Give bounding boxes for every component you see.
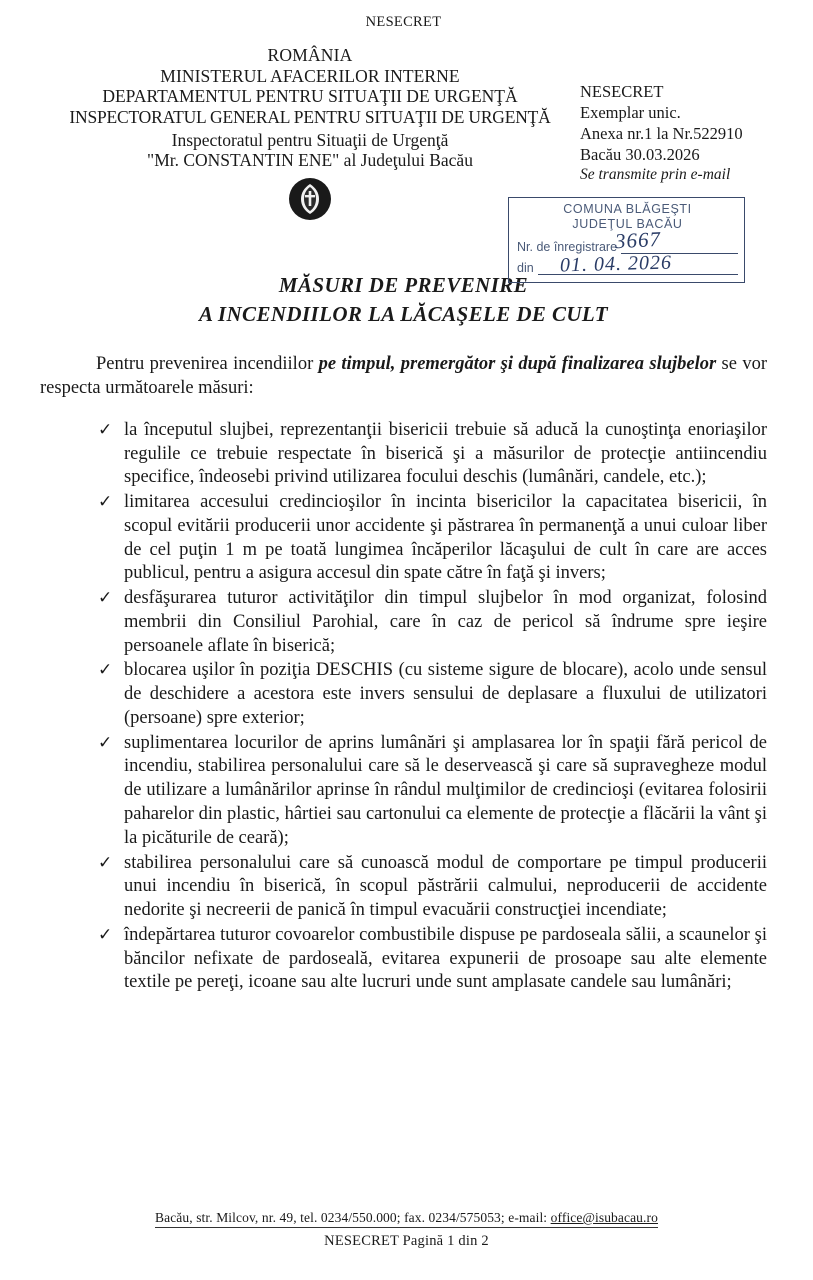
checkmark-icon: ✓ (98, 492, 113, 512)
authority-line-department: DEPARTAMENTUL PENTRU SITUAŢII DE URGENŢĂ (102, 86, 518, 107)
stamp-registration-value: 3667 (614, 226, 662, 254)
registration-block (580, 45, 767, 185)
stamp-title-line2: JUDEŢUL BACĂU (572, 217, 683, 232)
annex-number: Anexa nr.1 la Nr.522910 (580, 124, 743, 144)
authority-line-ministry: MINISTERUL AFACERILOR INTERNE (160, 65, 460, 86)
list-item (98, 732, 767, 851)
authority-line-unit-name: "Mr. CONSTANTIN ENE" al Judeţului Bacău (147, 150, 473, 171)
place-and-date: Bacău 30.03.2026 (580, 145, 700, 165)
authority-line-inspectorate-general: INSPECTORATUL GENERAL PENTRU SITUAŢII DE URGENŢĂ (69, 106, 551, 127)
checkmark-icon: ✓ (98, 852, 113, 872)
footer-address-text: Bacău, str. Milcov, nr. 49, tel. 0234/550.000; fax. 0234/575053; e-mail: (155, 1210, 551, 1225)
checkmark-icon: ✓ (98, 588, 113, 608)
issuing-authority-block (40, 45, 580, 225)
list-item (98, 587, 767, 658)
stamp-registration-label: Nr. de înregistrare (517, 239, 618, 254)
authority-line-country: ROMÂNIA (267, 45, 353, 65)
intro-paragraph (40, 352, 767, 400)
stamp-date-label: din (517, 260, 534, 275)
list-item (98, 659, 767, 730)
list-item (98, 419, 767, 490)
romania-coat-of-arms-icon (288, 177, 332, 221)
list-item-text: blocarea uşilor în poziţia DESCHIS (cu sisteme sigure de blocare), acolo unde sensul de deschidere a acestora este invers sensului de deplasare a fluxului de utilizatori (persoane) spre exterior; (124, 660, 767, 728)
checkmark-icon: ✓ (98, 419, 113, 439)
top-classification-label: NESECRET (365, 14, 442, 30)
intro-part1: Pentru prevenirea incendiilor (96, 354, 319, 375)
intro-emphasis: pe timpul, premergător şi după finalizarea slujbelor (318, 354, 717, 375)
measures-list (40, 419, 767, 995)
list-item (98, 852, 767, 923)
page-footer (0, 1209, 813, 1250)
list-item-text: desfăşurarea tuturor activităţilor din timpul slujbelor în mod organizat, folosind membrii din Consiliul Parohial, care în caz de pericol să îndrume spre ieşire persoanele aflate în biserică; (124, 588, 767, 656)
page-title-line2: A INCENDIILOR LA LĂCAŞELE DE CULT (199, 301, 608, 326)
list-item (98, 491, 767, 586)
checkmark-icon: ✓ (98, 732, 113, 752)
copy-info: Exemplar unic. (580, 103, 681, 123)
footer-address (155, 1210, 658, 1228)
list-item-text: îndepărtarea tuturor covoarelor combustibile dispuse pe pardoseala sălii, a scaunelor şi băncilor nefixate de pardoseală, evitarea expunerii de prosoape sau alte elemente textile pe pereţi, icoane sau alte lucruri unde sunt amplasate candele sau lumânări; (124, 924, 767, 993)
transmission-note: Se transmite prin e-mail (580, 166, 731, 184)
list-item-text: la începutul slujbei, reprezentanţii bisericii trebuie să aducă la cunoştinţa enoriaşilor regulile ce trebuie respectate în biserică şi a măsurilor de protecţie antiincendiu specifice, îndeosebi privind utilizarea focului deschis (lumânări, candele, etc.); (124, 419, 767, 488)
emblem-container (40, 177, 580, 226)
stamp-title-line1: COMUNA BLĂGEŞTI (563, 202, 692, 216)
list-item-text: suplimentarea locurilor de aprins lumânări şi amplasarea lor în spaţii fără pericol de incendiu, stabilirea personalului care să le deservească şi care să supravegheze modul de utilizare a lumânărilor aprinse în rândul mulţimilor de credincioşi (evitarea folosirii paharelor din plastic, hârtiei sau cartonului ca elemente de protecţie a flăcării la vânt şi la picăturile de ceară); (124, 732, 767, 848)
right-classification: NESECRET (580, 82, 664, 101)
checkmark-icon: ✓ (98, 660, 113, 680)
list-item (98, 924, 767, 995)
stamp-date-value: 01. 04. 2026 (559, 251, 673, 277)
page-title-line1: MĂSURI DE PREVENIRE (278, 273, 529, 298)
intro-part2: se vor respecta următoarele măsuri: (40, 354, 767, 399)
checkmark-icon: ✓ (98, 924, 113, 944)
list-item-text: limitarea accesului credincioşilor în incinta bisericilor la capacitatea bisericii, în scopul evitării producerii unor accidente şi păstrarea în permanenţă a unui culoar liber de cel puţin 1 m pe toată lungimea încăperilor lăcaşului de cult în care are acces publicul, pentru a asigura accesul din spate către în faţă şi invers; (124, 492, 767, 584)
list-item-text: stabilirea personalului care să cunoască modul de comportare pe timpul producerii unui incendiu în biserică, în scopul păstrării calmului, neproducerii de accidente nedorite şi necreerii de panică în timpul evacuării construcţiei incendiate; (124, 852, 767, 921)
footer-email-link[interactable]: office@isubacau.ro (550, 1210, 658, 1225)
footer-classification: NESECRET Pagină 1 din 2 (324, 1233, 489, 1249)
authority-line-inspectorate: Inspectoratul pentru Situaţii de Urgenţă (171, 129, 449, 150)
